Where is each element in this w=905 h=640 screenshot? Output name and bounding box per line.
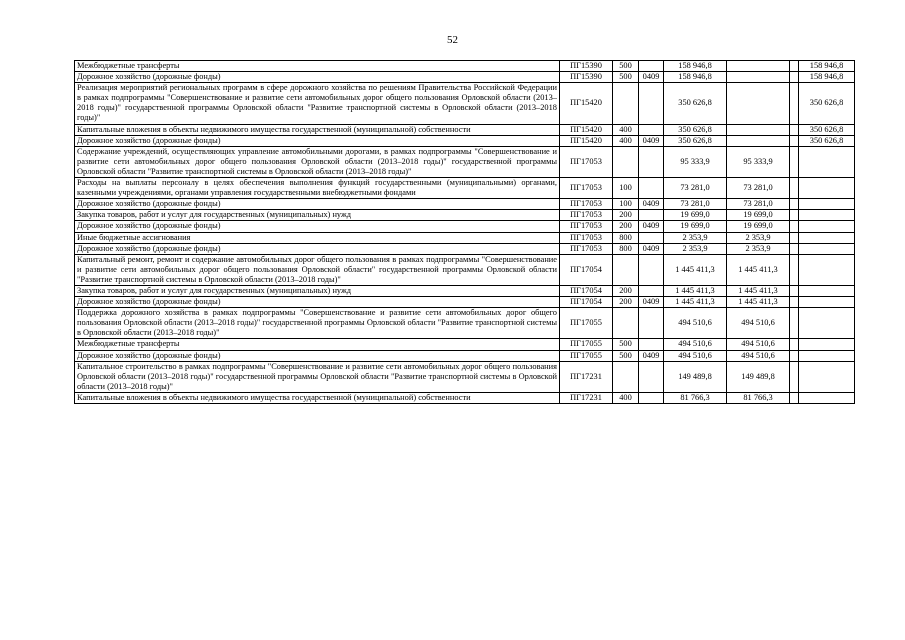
total-amount-cell: 494 510,6: [664, 339, 727, 350]
amount-column-3-cell: [790, 361, 799, 392]
row-name-cell: Межбюджетные трансферты: [75, 339, 560, 350]
expense-type-cell: 400: [613, 392, 639, 403]
target-article-code-cell: ПГ17055: [560, 308, 613, 339]
row-name-cell: Поддержка дорожного хозяйства в рамках подпрограммы "Совершенствование и развитие сети автомобильных дорог общего пользования Орловской области (2013–2018 годы)" государственной программы Орловской области "Развитие транспортной системы в Орловской области (2013–2018 годы)": [75, 308, 560, 339]
section-code-cell: [639, 232, 664, 243]
amount-column-4-cell: [799, 178, 855, 199]
row-name-cell: Дорожное хозяйство (дорожные фонды): [75, 243, 560, 254]
section-code-cell: [639, 146, 664, 177]
amount-column-3-cell: [790, 178, 799, 199]
table-row: [75, 83, 855, 124]
table-row: [75, 232, 855, 243]
section-code-cell: 0409: [639, 350, 664, 361]
amount-column-2-cell: 1 445 411,3: [727, 297, 790, 308]
expense-type-cell: [613, 254, 639, 285]
row-name-cell: Реализация мероприятий региональных программ в сфере дорожного хозяйства по решениям Правительства Российской Федерации в рамках подпрограммы "Совершенствование и развитие сети автомобильных дорог общего пользования Орловской области (2013–2018 годы)" государственной программы Орловской области "Развитие транспортной системы в Орловской области (2013–2018 годы)": [75, 83, 560, 124]
amount-column-4-cell: 158 946,8: [799, 72, 855, 83]
table-row: [75, 243, 855, 254]
table-row: [75, 361, 855, 392]
total-amount-cell: 81 766,3: [664, 392, 727, 403]
row-name-cell: Иные бюджетные ассигнования: [75, 232, 560, 243]
amount-column-4-cell: [799, 221, 855, 232]
target-article-code-cell: ПГ15390: [560, 61, 613, 72]
target-article-code-cell: ПГ17053: [560, 221, 613, 232]
table-row: [75, 254, 855, 285]
total-amount-cell: 19 699,0: [664, 221, 727, 232]
amount-column-2-cell: [727, 83, 790, 124]
expense-type-cell: 200: [613, 210, 639, 221]
total-amount-cell: 73 281,0: [664, 199, 727, 210]
amount-column-3-cell: [790, 285, 799, 296]
row-name-cell: Закупка товаров, работ и услуг для государственных (муниципальных) нужд: [75, 210, 560, 221]
amount-column-2-cell: 494 510,6: [727, 339, 790, 350]
table-body: [75, 61, 855, 404]
table-row: [75, 308, 855, 339]
section-code-cell: [639, 178, 664, 199]
target-article-code-cell: ПГ17231: [560, 361, 613, 392]
expense-type-cell: 500: [613, 72, 639, 83]
total-amount-cell: 95 333,9: [664, 146, 727, 177]
section-code-cell: [639, 254, 664, 285]
table-row: [75, 61, 855, 72]
amount-column-4-cell: [799, 285, 855, 296]
total-amount-cell: 494 510,6: [664, 308, 727, 339]
section-code-cell: 0409: [639, 243, 664, 254]
amount-column-2-cell: 149 489,8: [727, 361, 790, 392]
total-amount-cell: 149 489,8: [664, 361, 727, 392]
amount-column-2-cell: 1 445 411,3: [727, 254, 790, 285]
amount-column-3-cell: [790, 124, 799, 135]
expense-type-cell: 800: [613, 243, 639, 254]
amount-column-4-cell: [799, 232, 855, 243]
expense-type-cell: [613, 308, 639, 339]
row-name-cell: Капитальный ремонт, ремонт и содержание автомобильных дорог общего пользования в рамках подпрограммы "Совершенствование и развитие сети автомобильных дорог общего пользования Орловской области" государственной программы Орловской области "Развитие транспортной системы в Орловской области (2013–2018 годы)": [75, 254, 560, 285]
row-name-cell: Капитальные вложения в объекты недвижимого имущества государственной (муниципальной) собственности: [75, 124, 560, 135]
table-row: [75, 199, 855, 210]
row-name-cell: Закупка товаров, работ и услуг для государственных (муниципальных) нужд: [75, 285, 560, 296]
amount-column-3-cell: [790, 61, 799, 72]
target-article-code-cell: ПГ17053: [560, 210, 613, 221]
amount-column-4-cell: [799, 361, 855, 392]
section-code-cell: [639, 285, 664, 296]
amount-column-4-cell: [799, 392, 855, 403]
amount-column-2-cell: 2 353,9: [727, 232, 790, 243]
amount-column-4-cell: [799, 308, 855, 339]
table-row: [75, 392, 855, 403]
target-article-code-cell: ПГ15420: [560, 83, 613, 124]
amount-column-4-cell: 350 626,8: [799, 124, 855, 135]
amount-column-4-cell: 350 626,8: [799, 135, 855, 146]
row-name-cell: Дорожное хозяйство (дорожные фонды): [75, 135, 560, 146]
expense-type-cell: [613, 361, 639, 392]
amount-column-2-cell: 19 699,0: [727, 221, 790, 232]
table-row: [75, 339, 855, 350]
amount-column-2-cell: 73 281,0: [727, 178, 790, 199]
total-amount-cell: 1 445 411,3: [664, 285, 727, 296]
total-amount-cell: 350 626,8: [664, 135, 727, 146]
table-row: [75, 210, 855, 221]
total-amount-cell: 350 626,8: [664, 124, 727, 135]
section-code-cell: [639, 61, 664, 72]
row-name-cell: Дорожное хозяйство (дорожные фонды): [75, 221, 560, 232]
total-amount-cell: 2 353,9: [664, 232, 727, 243]
amount-column-3-cell: [790, 221, 799, 232]
amount-column-2-cell: [727, 72, 790, 83]
section-code-cell: 0409: [639, 221, 664, 232]
section-code-cell: 0409: [639, 199, 664, 210]
expense-type-cell: 100: [613, 178, 639, 199]
row-name-cell: Дорожное хозяйство (дорожные фонды): [75, 199, 560, 210]
amount-column-3-cell: [790, 232, 799, 243]
amount-column-3-cell: [790, 392, 799, 403]
table-row: [75, 297, 855, 308]
target-article-code-cell: ПГ17053: [560, 243, 613, 254]
table-row: [75, 72, 855, 83]
row-name-cell: Расходы на выплаты персоналу в целях обеспечения выполнения функций государственными (муниципальными) органами, казенными учреждениями, органами управления государственными внебюджетными фондами: [75, 178, 560, 199]
row-name-cell: Дорожное хозяйство (дорожные фонды): [75, 72, 560, 83]
amount-column-4-cell: [799, 297, 855, 308]
expense-type-cell: 500: [613, 339, 639, 350]
row-name-cell: Дорожное хозяйство (дорожные фонды): [75, 350, 560, 361]
amount-column-3-cell: [790, 199, 799, 210]
amount-column-3-cell: [790, 146, 799, 177]
table-row: [75, 178, 855, 199]
section-code-cell: 0409: [639, 72, 664, 83]
budget-table: [74, 60, 855, 404]
amount-column-2-cell: 81 766,3: [727, 392, 790, 403]
amount-column-3-cell: [790, 308, 799, 339]
expense-type-cell: 800: [613, 232, 639, 243]
target-article-code-cell: ПГ17055: [560, 339, 613, 350]
amount-column-2-cell: 1 445 411,3: [727, 285, 790, 296]
section-code-cell: [639, 361, 664, 392]
target-article-code-cell: ПГ15420: [560, 135, 613, 146]
total-amount-cell: 158 946,8: [664, 61, 727, 72]
total-amount-cell: 2 353,9: [664, 243, 727, 254]
amount-column-4-cell: [799, 199, 855, 210]
amount-column-2-cell: 494 510,6: [727, 308, 790, 339]
total-amount-cell: 350 626,8: [664, 83, 727, 124]
section-code-cell: [639, 124, 664, 135]
table-row: [75, 146, 855, 177]
target-article-code-cell: ПГ17055: [560, 350, 613, 361]
section-code-cell: [639, 83, 664, 124]
amount-column-4-cell: [799, 350, 855, 361]
expense-type-cell: 500: [613, 350, 639, 361]
target-article-code-cell: ПГ17231: [560, 392, 613, 403]
amount-column-4-cell: [799, 339, 855, 350]
expense-type-cell: 200: [613, 285, 639, 296]
amount-column-3-cell: [790, 83, 799, 124]
table-row: [75, 135, 855, 146]
section-code-cell: [639, 392, 664, 403]
row-name-cell: Капитальное строительство в рамках подпрограммы "Совершенствование и развитие сети автомобильных дорог общего пользования Орловской области (2013–2018 годы)" государственной программы Орловской области "Развитие транспортной системы в Орловской области (2013–2018 годы)": [75, 361, 560, 392]
total-amount-cell: 19 699,0: [664, 210, 727, 221]
amount-column-2-cell: 494 510,6: [727, 350, 790, 361]
amount-column-2-cell: 95 333,9: [727, 146, 790, 177]
expense-type-cell: 400: [613, 124, 639, 135]
target-article-code-cell: ПГ17054: [560, 297, 613, 308]
amount-column-3-cell: [790, 339, 799, 350]
amount-column-4-cell: [799, 243, 855, 254]
page-number: 52: [447, 34, 458, 46]
total-amount-cell: 1 445 411,3: [664, 297, 727, 308]
amount-column-3-cell: [790, 350, 799, 361]
section-code-cell: 0409: [639, 297, 664, 308]
table-row: [75, 285, 855, 296]
expense-type-cell: 200: [613, 297, 639, 308]
amount-column-4-cell: [799, 254, 855, 285]
amount-column-4-cell: 350 626,8: [799, 83, 855, 124]
table-row: [75, 350, 855, 361]
total-amount-cell: 158 946,8: [664, 72, 727, 83]
amount-column-3-cell: [790, 243, 799, 254]
amount-column-2-cell: [727, 124, 790, 135]
total-amount-cell: 73 281,0: [664, 178, 727, 199]
total-amount-cell: 1 445 411,3: [664, 254, 727, 285]
expense-type-cell: 100: [613, 199, 639, 210]
amount-column-2-cell: 73 281,0: [727, 199, 790, 210]
expense-type-cell: [613, 83, 639, 124]
target-article-code-cell: ПГ17054: [560, 254, 613, 285]
amount-column-3-cell: [790, 135, 799, 146]
total-amount-cell: 494 510,6: [664, 350, 727, 361]
section-code-cell: [639, 308, 664, 339]
amount-column-2-cell: 19 699,0: [727, 210, 790, 221]
amount-column-2-cell: [727, 135, 790, 146]
target-article-code-cell: ПГ17053: [560, 178, 613, 199]
expense-type-cell: 200: [613, 221, 639, 232]
target-article-code-cell: ПГ17054: [560, 285, 613, 296]
amount-column-4-cell: [799, 146, 855, 177]
expense-type-cell: 400: [613, 135, 639, 146]
amount-column-4-cell: 158 946,8: [799, 61, 855, 72]
amount-column-2-cell: [727, 61, 790, 72]
amount-column-3-cell: [790, 254, 799, 285]
amount-column-3-cell: [790, 210, 799, 221]
expense-type-cell: [613, 146, 639, 177]
row-name-cell: Капитальные вложения в объекты недвижимого имущества государственной (муниципальной) собственности: [75, 392, 560, 403]
section-code-cell: [639, 210, 664, 221]
row-name-cell: Содержание учреждений, осуществляющих управление автомобильными дорогами, в рамках подпрограммы "Совершенствование и развитие сети автомобильных дорог общего пользования Орловской области (2013–2018 годы)" государственной программы Орловской области "Развитие транспортной системы в Орловской области (2013–2018 годы)": [75, 146, 560, 177]
amount-column-3-cell: [790, 72, 799, 83]
target-article-code-cell: ПГ17053: [560, 199, 613, 210]
target-article-code-cell: ПГ15420: [560, 124, 613, 135]
target-article-code-cell: ПГ17053: [560, 232, 613, 243]
amount-column-3-cell: [790, 297, 799, 308]
section-code-cell: [639, 339, 664, 350]
row-name-cell: Дорожное хозяйство (дорожные фонды): [75, 297, 560, 308]
table-row: [75, 124, 855, 135]
target-article-code-cell: ПГ15390: [560, 72, 613, 83]
row-name-cell: Межбюджетные трансферты: [75, 61, 560, 72]
amount-column-4-cell: [799, 210, 855, 221]
section-code-cell: 0409: [639, 135, 664, 146]
target-article-code-cell: ПГ17053: [560, 146, 613, 177]
expense-type-cell: 500: [613, 61, 639, 72]
table-row: [75, 221, 855, 232]
amount-column-2-cell: 2 353,9: [727, 243, 790, 254]
